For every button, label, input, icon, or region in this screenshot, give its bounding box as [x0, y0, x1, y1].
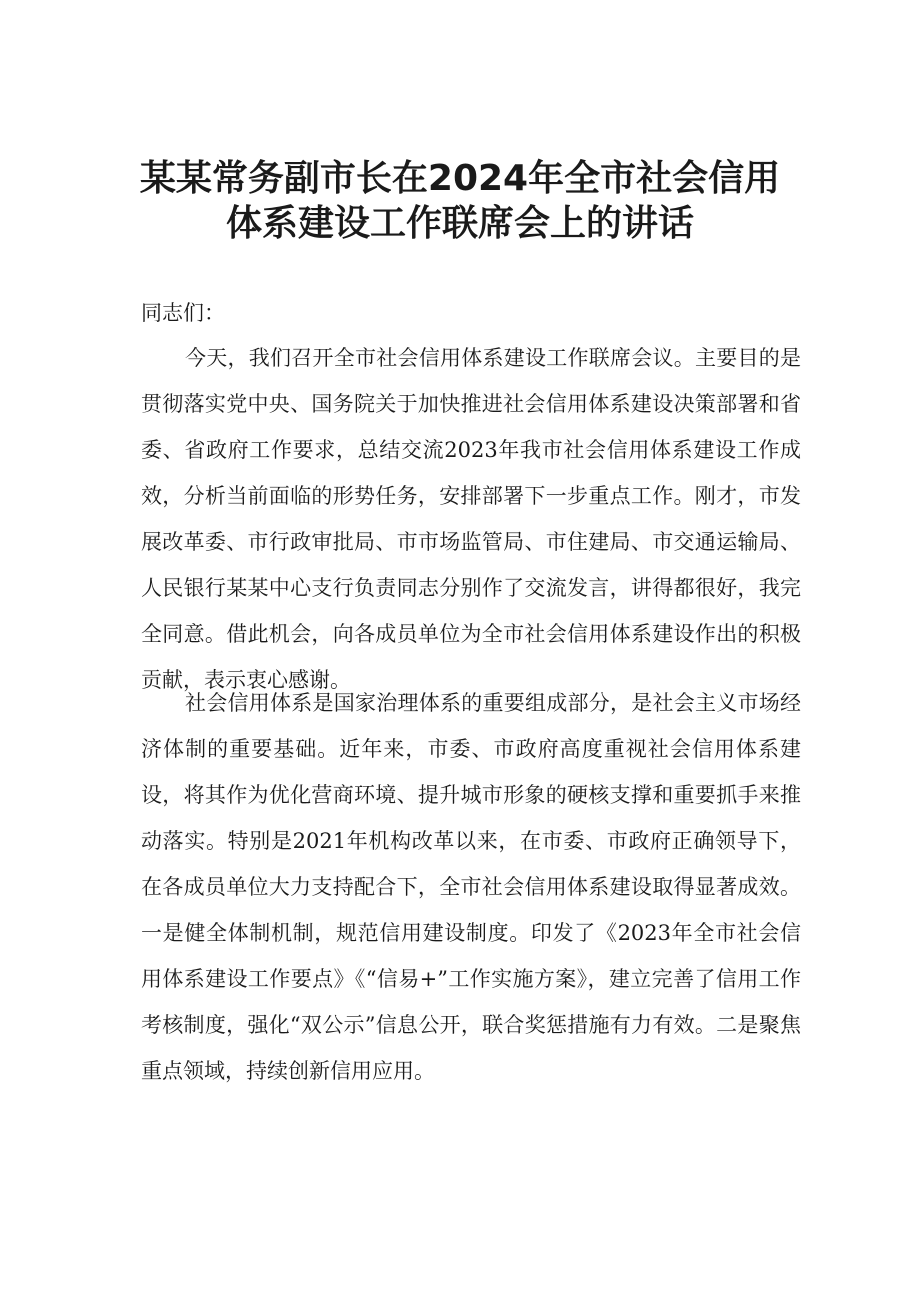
salutation: 同志们： [141, 301, 225, 325]
document-title-line-2: 体系建设工作联席会上的讲话 [225, 203, 694, 244]
paragraph-1: 今天，我们召开全市社会信用体系建设工作联席会议。主要目的是贯彻落实党中央、国务院关于加快推进社会信用体系建设决策部署和省委、省政府工作要求，总结交流2023年我市社会信用体系建设工作成效，分析当前面临的形势任务，安排部署下一步重点工作。刚才，市发展改革委、市行政审批局、市市场监管局、市住建局、市交通运输局、人民银行某某中心支行负责同志分别作了交流发言，讲得都很好，我完全同意。借此机会，向各成员单位为全市社会信用体系建设作出的积极贡献，表示衷心感谢。 [141, 346, 801, 692]
paragraph-2: 社会信用体系是国家治理体系的重要组成部分，是社会主义市场经济体制的重要基础。近年来，市委、市政府高度重视社会信用体系建设，将其作为优化营商环境、提升城市形象的硬核支撑和重要抓手来推动落实。特别是2021年机构改革以来，在市委、市政府正确领导下，在各成员单位大力支持配合下，全市社会信用体系建设取得显著成效。一是健全体制机制，规范信用建设制度。印发了《2023年全市社会信用体系建设工作要点》《“信易+”工作实施方案》，建立完善了信用工作考核制度，强化“双公示”信息公开，联合奖惩措施有力有效。二是聚焦重点领域，持续创新信用应用。 [141, 691, 801, 1083]
document-title-line-1: 某某常务副市长在2024年全市社会信用 [139, 158, 781, 199]
